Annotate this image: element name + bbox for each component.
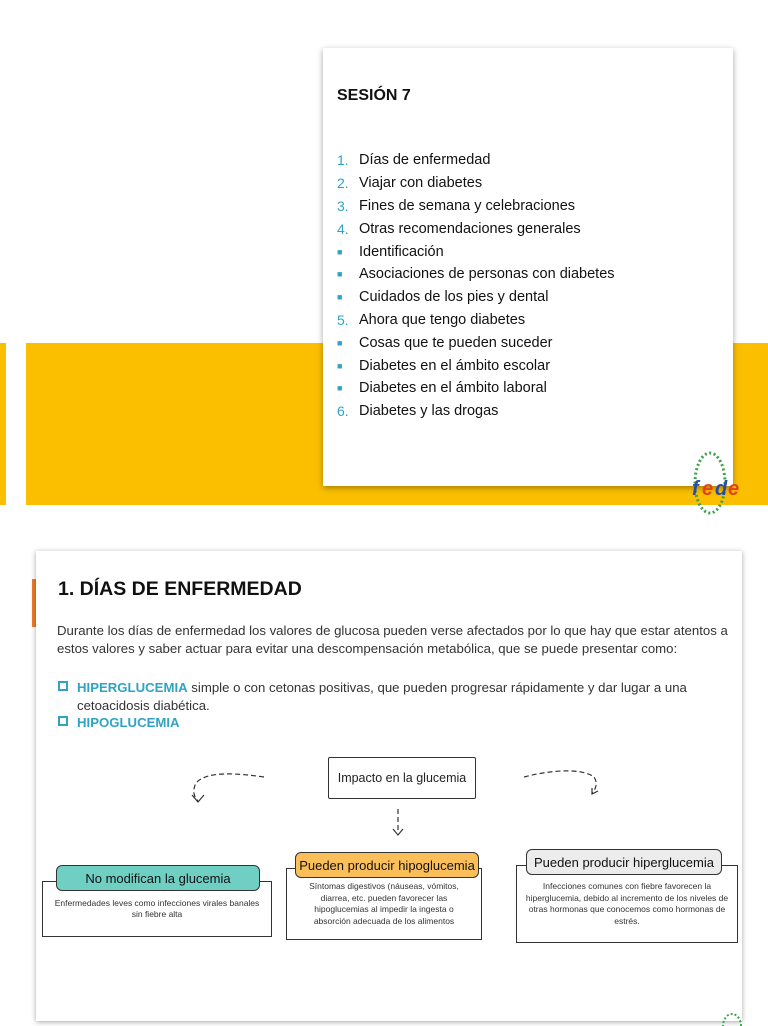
list-marker: 2.: [337, 175, 349, 192]
list-marker: 3.: [337, 197, 349, 214]
list-item-label: Cosas que te pueden suceder: [359, 334, 553, 351]
hyperglycemia-description: Infecciones comunes con fiebre favorecen la hiperglucemia, debido al incremento de los niveles de otras hormonas que conocemos como hormonas de estrés.: [516, 865, 738, 943]
list-item: [337, 309, 615, 332]
square-bullet-icon: ■: [337, 383, 343, 394]
bullet-description: simple o con cetonas positivas, que pueden progresar rápidamente y dar lugar a una cetoacidosis diabética.: [77, 680, 687, 713]
square-bullet-icon: ■: [337, 360, 343, 371]
session-topic-list: [337, 149, 615, 423]
list-item: [337, 263, 615, 286]
intro-paragraph: Durante los días de enfermedad los valores de glucosa pueden verse afectados por lo que hay que estar atentos a estos valores y saber actuar para evitar una descompensación metabólica, que se puede presentar como:: [57, 623, 728, 656]
list-item-label: Diabetes en el ámbito laboral: [359, 380, 547, 397]
list-item-label: Diabetes en el ámbito escolar: [359, 357, 551, 374]
list-item: [337, 331, 615, 354]
yellow-stripe-left: [0, 343, 6, 505]
list-item-label: Identificación: [359, 243, 444, 260]
svg-text:e: e: [702, 478, 714, 500]
square-bullet-icon: ■: [337, 246, 343, 257]
list-item: [337, 400, 615, 423]
list-item-label: Diabetes y las drogas: [359, 403, 499, 420]
list-item: [337, 217, 615, 240]
no-change-heading: No modifican la glucemia: [56, 865, 260, 891]
keyword-hyperglycemia: HIPERGLUCEMIA: [77, 680, 188, 695]
fede-logo: [684, 447, 754, 519]
slide-sick-days: [36, 551, 742, 1021]
svg-text:d: d: [715, 478, 728, 500]
glucose-impact-box: Impacto en la glucemia: [328, 757, 476, 799]
list-item-label: Fines de semana y celebraciones: [359, 197, 576, 214]
list-item-label: Cuidados de los pies y dental: [359, 289, 549, 306]
session-title: SESIÓN 7: [337, 87, 411, 104]
list-marker: 5.: [337, 311, 349, 328]
svg-text:e: e: [728, 478, 740, 500]
square-bullet-icon: ■: [337, 292, 343, 303]
hypoglycemia-heading: Pueden producir hipoglucemia: [295, 852, 479, 878]
hypoglycemia-description: Síntomas digestivos (náuseas, vómitos, diarrea, etc. pueden favorecer las hipoglucemias al impedir la ingesta o absorción adecuada de los alimentos: [286, 868, 482, 940]
no-change-description: Enfermedades leves como infecciones virales banales sin fiebre alta: [42, 881, 272, 937]
keyword-hypoglycemia: HIPOGLUCEMIA: [77, 715, 180, 730]
list-item-label: Otras recomendaciones generales: [359, 220, 581, 237]
svg-text:f: f: [692, 478, 699, 500]
list-marker: 4.: [337, 220, 349, 237]
list-item-label: Ahora que tengo diabetes: [359, 311, 526, 328]
list-item: [337, 240, 615, 263]
square-bullet-icon: ■: [337, 337, 343, 348]
list-item: [337, 172, 615, 195]
left-arrow: [194, 774, 264, 801]
list-marker: 1.: [337, 152, 349, 169]
list-item-label: Asociaciones de personas con diabetes: [359, 266, 615, 283]
list-marker: 6.: [337, 403, 349, 420]
list-item-label: Días de enfermedad: [359, 152, 491, 169]
list-item: [337, 149, 615, 172]
right-arrow: [524, 771, 596, 793]
square-bullet-icon: ■: [337, 269, 343, 280]
session-card: [323, 48, 733, 486]
list-item: [337, 286, 615, 309]
list-item-label: Viajar con diabetes: [359, 175, 483, 192]
list-item: [337, 354, 615, 377]
list-item: [337, 195, 615, 218]
hyperglycemia-heading: Pueden producir hiperglucemia: [526, 849, 722, 875]
page-title: 1. DÍAS DE ENFERMEDAD: [58, 578, 302, 600]
list-item: [337, 377, 615, 400]
